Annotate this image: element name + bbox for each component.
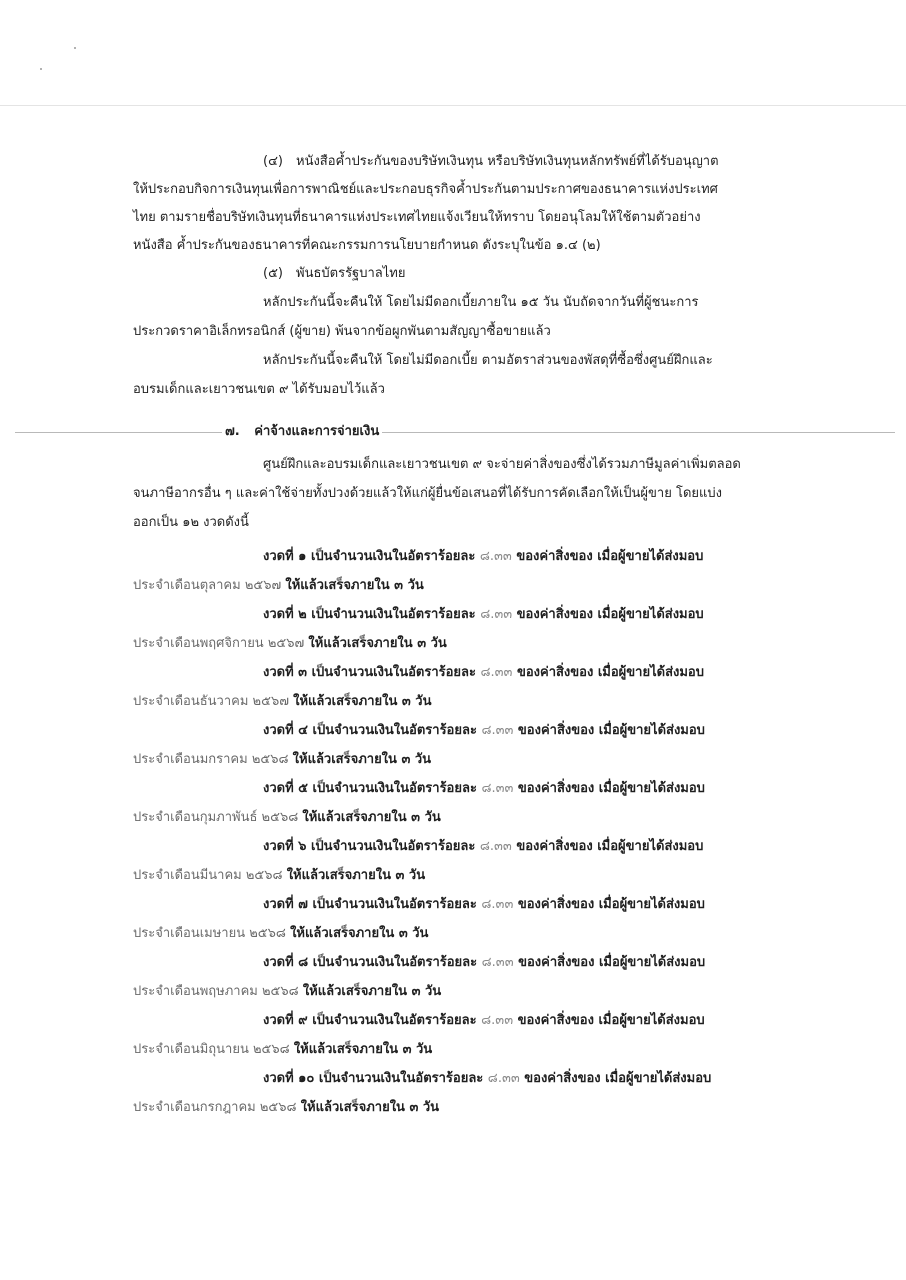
installment-month: ประจำเดือนธันวาคม ๒๕๖๗ xyxy=(133,694,294,709)
installment-label: งวดที่ ๑๐ เป็นจำนวนเงินในอัตราร้อยละ xyxy=(263,1071,488,1086)
installment-condition: ของค่าสิ่งของ เมื่อผู้ขายได้ส่งมอบ xyxy=(519,1071,712,1086)
section-7-title: ค่าจ้างและการจ่ายเงิน xyxy=(254,424,380,439)
installment-line-1 xyxy=(263,661,704,682)
installment-line-1 xyxy=(263,1067,711,1088)
installment-line-1 xyxy=(263,893,705,914)
item-5-number: (๕) xyxy=(263,266,283,281)
installment-label: งวดที่ ๑ เป็นจำนวนเงินในอัตราร้อยละ xyxy=(263,549,480,564)
installment-rate: ๘.๓๓ xyxy=(479,549,512,564)
scan-speck xyxy=(74,47,76,49)
installment-label: งวดที่ ๕ เป็นจำนวนเงินในอัตราร้อยละ xyxy=(263,781,482,796)
installment-line-1 xyxy=(263,1009,705,1030)
installment-line-2 xyxy=(133,690,432,711)
section-7-heading xyxy=(222,420,382,441)
installment-condition: ของค่าสิ่งของ เมื่อผู้ขายได้ส่งมอบ xyxy=(511,839,704,854)
installment-label: งวดที่ ๔ เป็นจำนวนเงินในอัตราร้อยละ xyxy=(263,723,482,738)
scan-speck xyxy=(40,68,42,70)
installment-line-1 xyxy=(263,719,705,740)
installment-deadline: ให้แล้วเสร็จภายใน ๓ วัน xyxy=(293,1042,433,1057)
installment-month: ประจำเดือนกรกฎาคม ๒๕๖๘ xyxy=(133,1100,301,1115)
installment-deadline: ให้แล้วเสร็จภายใน ๓ วัน xyxy=(286,868,426,883)
installment-month: ประจำเดือนมีนาคม ๒๕๖๘ xyxy=(133,868,287,883)
installment-rate: ๘.๓๓ xyxy=(481,723,514,738)
installment-month: ประจำเดือนตุลาคม ๒๕๖๗ xyxy=(133,578,286,593)
item-4-line-2: ให้ประกอบกิจการเงินทุนเพื่อการพาณิชย์และประกอบธุรกิจค้ำประกันตามประกาศของธนาคารแห่งประเทศ xyxy=(133,182,718,197)
installment-condition: ของค่าสิ่งของ เมื่อผู้ขายได้ส่งมอบ xyxy=(511,549,704,564)
installment-label: งวดที่ ๘ เป็นจำนวนเงินในอัตราร้อยละ xyxy=(263,955,482,970)
guarantee-return-1-line-1: หลักประกันนี้จะคืนให้ โดยไม่มีดอกเบี้ยภายใน ๑๕ วัน นับถัดจากวันที่ผู้ชนะการ xyxy=(263,295,699,310)
guarantee-return-2-line-2: อบรมเด็กและเยาวชนเขต ๙ ได้รับมอบไว้แล้ว xyxy=(133,382,385,397)
installment-line-2 xyxy=(133,980,441,1001)
installment-month: ประจำเดือนกุมภาพันธ์ ๒๕๖๘ xyxy=(133,810,303,825)
installment-month: ประจำเดือนพฤศจิกายน ๒๕๖๗ xyxy=(133,636,309,651)
installment-condition: ของค่าสิ่งของ เมื่อผู้ขายได้ส่งมอบ xyxy=(513,781,705,796)
installment-rate: ๘.๓๓ xyxy=(481,897,514,912)
installment-month: ประจำเดือนมิถุนายน ๒๕๖๘ xyxy=(133,1042,294,1057)
installment-line-2 xyxy=(133,1038,432,1059)
guarantee-return-1-line-2: ประกวดราคาอิเล็กทรอนิกส์ (ผู้ขาย) พ้นจากข้อผูกพันตามสัญญาซื้อขายแล้ว xyxy=(133,324,551,339)
installment-line-2 xyxy=(133,748,431,769)
installment-line-2 xyxy=(133,574,424,595)
installment-condition: ของค่าสิ่งของ เมื่อผู้ขายได้ส่งมอบ xyxy=(513,723,705,738)
guarantee-return-2-line-1: หลักประกันนี้จะคืนให้ โดยไม่มีดอกเบี้ย ตามอัตราส่วนของพัสดุที่ซื้อซึ่งศูนย์ฝึกและ xyxy=(263,353,713,368)
installment-line-1 xyxy=(263,951,705,972)
installment-rate: ๘.๓๓ xyxy=(487,1071,520,1086)
installment-rate: ๘.๓๓ xyxy=(481,1013,514,1028)
installment-line-2 xyxy=(133,806,441,827)
installment-deadline: ให้แล้วเสร็จภายใน ๓ วัน xyxy=(285,578,424,593)
installment-rate: ๘.๓๓ xyxy=(480,665,513,680)
installment-label: งวดที่ ๙ เป็นจำนวนเงินในอัตราร้อยละ xyxy=(263,1013,482,1028)
item-4-line-1: หนังสือค้ำประกันของบริษัทเงินทุน หรือบริษัทเงินทุนหลักทรัพย์ที่ได้รับอนุญาต xyxy=(296,154,719,169)
installment-line-2 xyxy=(133,1096,439,1117)
installment-line-1 xyxy=(263,777,705,798)
installment-label: งวดที่ ๓ เป็นจำนวนเงินในอัตราร้อยละ xyxy=(263,665,481,680)
installment-rate: ๘.๓๓ xyxy=(480,607,513,622)
installment-rate: ๘.๓๓ xyxy=(481,955,514,970)
installment-condition: ของค่าสิ่งของ เมื่อผู้ขายได้ส่งมอบ xyxy=(513,955,706,970)
installment-deadline: ให้แล้วเสร็จภายใน ๓ วัน xyxy=(293,694,432,709)
installment-deadline: ให้แล้วเสร็จภายใน ๓ วัน xyxy=(292,752,432,767)
installment-month: ประจำเดือนพฤษภาคม ๒๕๖๘ xyxy=(133,984,303,999)
installment-line-2 xyxy=(133,632,447,653)
installment-deadline: ให้แล้วเสร็จภายใน ๓ วัน xyxy=(302,810,441,825)
installment-label: งวดที่ ๒ เป็นจำนวนเงินในอัตราร้อยละ xyxy=(263,607,481,622)
installment-month: ประจำเดือนมกราคม ๒๕๖๘ xyxy=(133,752,293,767)
installment-rate: ๘.๓๓ xyxy=(481,781,514,796)
installment-deadline: ให้แล้วเสร็จภายใน ๓ วัน xyxy=(300,1100,440,1115)
installment-label: งวดที่ ๖ เป็นจำนวนเงินในอัตราร้อยละ xyxy=(263,839,480,854)
installment-label: งวดที่ ๗ เป็นจำนวนเงินในอัตราร้อยละ xyxy=(263,897,482,912)
item-4-number: (๔) xyxy=(263,154,283,169)
installment-month: ประจำเดือนเมษายน ๒๕๖๘ xyxy=(133,926,291,941)
installment-deadline: ให้แล้วเสร็จภายใน ๓ วัน xyxy=(290,926,429,941)
installment-deadline: ให้แล้วเสร็จภายใน ๓ วัน xyxy=(308,636,447,651)
section-7-intro-line-3: ออกเป็น ๑๒ งวดดังนี้ xyxy=(133,515,249,530)
installment-line-1 xyxy=(263,603,704,624)
installment-line-1 xyxy=(263,545,703,566)
section-7-intro-line-2: จนภาษีอากรอื่น ๆ และค่าใช้จ่ายทั้งปวงด้วยแล้วให้แก่ผู้ยื่นข้อเสนอที่ได้รับการคัดเลือกให้เป็นผู้ขาย โดยแบ่ง xyxy=(133,486,722,501)
installment-condition: ของค่าสิ่งของ เมื่อผู้ขายได้ส่งมอบ xyxy=(513,1013,705,1028)
scan-artifact-line xyxy=(0,105,906,106)
installment-condition: ของค่าสิ่งของ เมื่อผู้ขายได้ส่งมอบ xyxy=(513,897,705,912)
installment-condition: ของค่าสิ่งของ เมื่อผู้ขายได้ส่งมอบ xyxy=(512,607,704,622)
installment-line-2 xyxy=(133,922,428,943)
installment-deadline: ให้แล้วเสร็จภายใน ๓ วัน xyxy=(302,984,442,999)
installment-line-1 xyxy=(263,835,703,856)
section-7-number: ๗. xyxy=(225,424,240,439)
section-7-intro-line-1: ศูนย์ฝึกและอบรมเด็กและเยาวชนเขต ๙ จะจ่ายค่าสิ่งของซึ่งได้รวมภาษีมูลค่าเพิ่มตลอด xyxy=(263,457,741,472)
installment-line-2 xyxy=(133,864,425,885)
scan-artifact-line xyxy=(15,432,895,433)
item-5-line-1: พันธบัตรรัฐบาลไทย xyxy=(296,266,406,281)
installment-condition: ของค่าสิ่งของ เมื่อผู้ขายได้ส่งมอบ xyxy=(512,665,704,680)
item-4-line-3: ไทย ตามรายชื่อบริษัทเงินทุนที่ธนาคารแห่งประเทศไทยแจ้งเวียนให้ทราบ โดยอนุโลมให้ใช้ตามตัวอย่าง xyxy=(133,210,701,225)
item-4-line-4: หนังสือ ค้ำประกันของธนาคารที่คณะกรรมการนโยบายกำหนด ดังระบุในข้อ ๑.๔ (๒) xyxy=(133,238,601,253)
installment-rate: ๘.๓๓ xyxy=(479,839,512,854)
